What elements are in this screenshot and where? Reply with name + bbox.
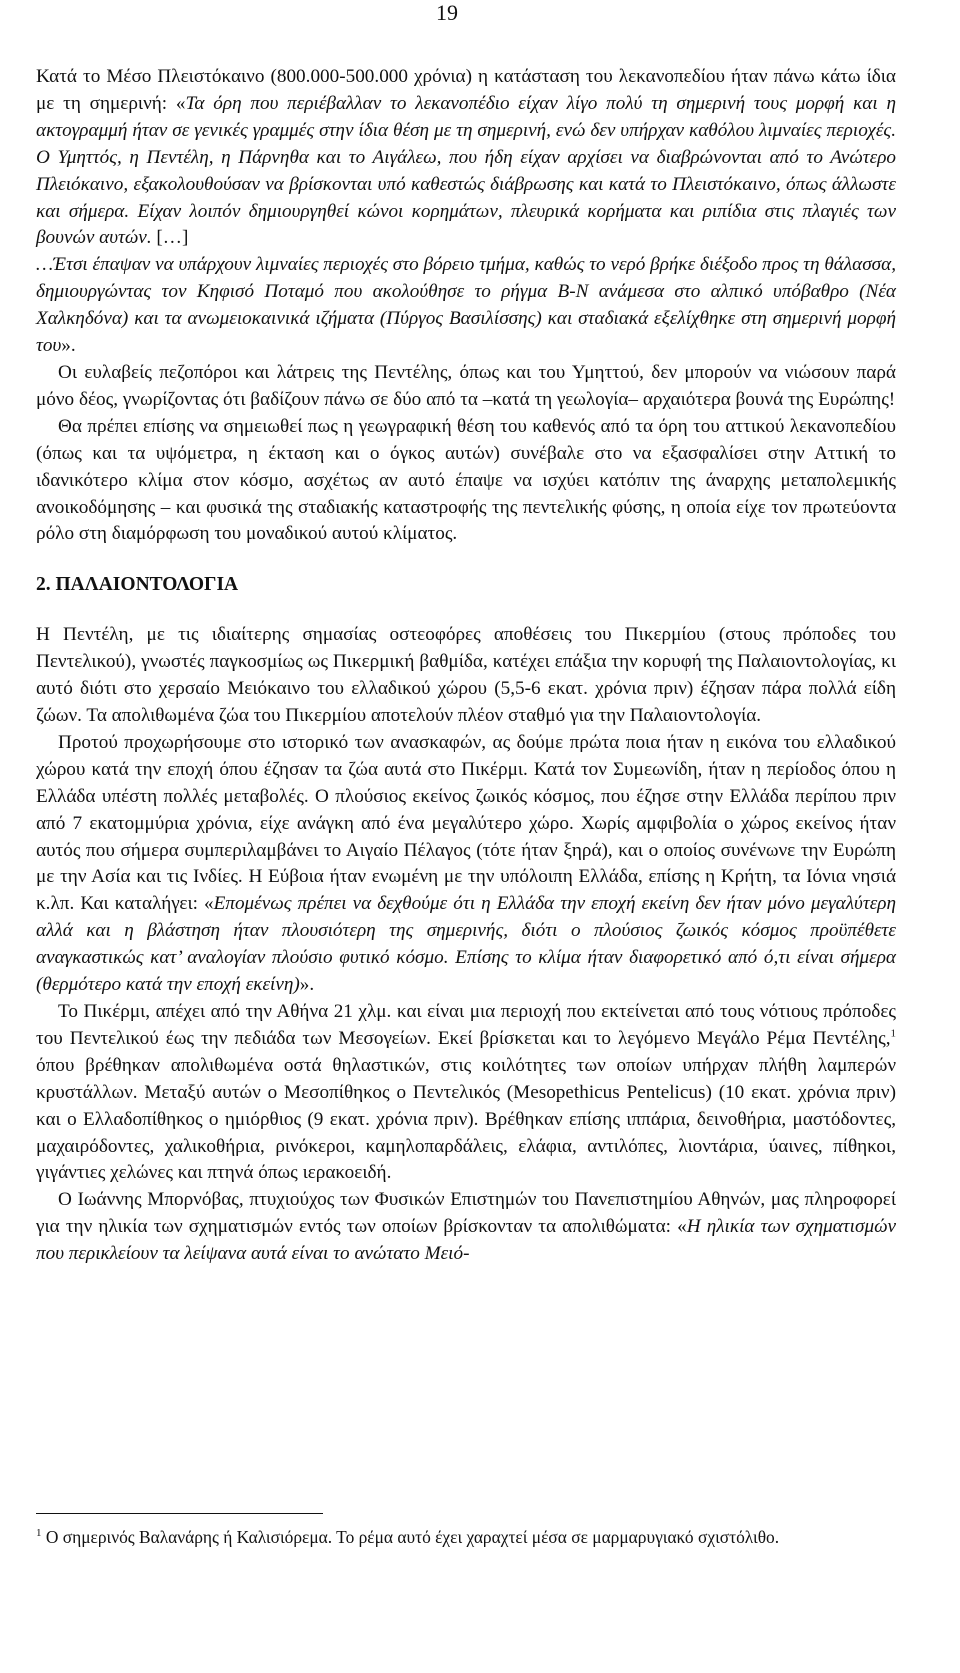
paragraph-pikermi-deposits: Η Πεντέλη, με τις ιδιαίτερης σημασίας οστεοφόρες αποθέσεις του Πικερμίου (στους πρόποδες του Πεντελικού), γνωστές παγκοσμίως ως Πικερμική βαθμίδα, κατέχει επάξια την κορυφή της Παλαιοντολογίας, κι αυτό διότι στο χερσαίο Μειόκαινο του ελλαδικού χώρου (5,5-6 εκατ. χρόνια πριν) έζησαν πάρα πολλά είδη ζώων. Τα απολιθωμένα ζώα του Πικερμίου αποτελούν πλέον σταθμό για την Παλαιοντολογία. — [36, 624, 896, 727]
paragraph-pikermi-location — [36, 999, 896, 1187]
paragraph-text: Το Πικέρμι, απέχει από την Αθήνα 21 χλμ. και είναι μια περιοχή που εκτείνεται από τους νότιους πρόποδες του Πεντελικού έως την πεδιάδα των Μεσογείων. Εκεί βρίσκεται και το λεγόμενο Μεγάλο Ρέμα Πεντέλης, — [36, 1001, 896, 1049]
footnote-text: Ο σημερινός Βαλανάρης ή Καλισιόρεμα. Το ρέμα αυτό έχει χαραχτεί μέσα σε μαρμαρυγιακό σχιστόλιθο. — [41, 1527, 780, 1547]
paragraph-text: ». — [61, 335, 76, 357]
section-heading: 2. ΠΑΛΑΙΟΝΤΟΛΟΓΙΑ — [36, 574, 239, 596]
paragraph-text: όπου βρέθηκαν απολιθωμένα οστά θηλαστικών, στις κοιλότητες των οποίων υπήρχαν πλήθη λαμπερών κρυστάλλων. Μεταξύ αυτών ο Μεσοπίθηκος ο Πεντελικός (Mesopethicus Pentelicus) (10 εκατ. χρόνια πριν) και ο Ελλαδοπίθηκος ο ημιόρθιος (9 εκατ. χρόνια πριν). Βρέθηκαν επίσης ιππάρια, δεινοθήρια, μαστόδοντες, μαχαιρόδοντες, χαλικοθήρια, ρινόκεροι, καμηλοπαρδάλεις, ελάφια, αντιλόπες, λιοντάρια, ύαινες, πίθηκοι, γιγάντιες χελώνες και πτηνά όπως ιερακοειδή. — [36, 1054, 896, 1184]
quote-text: …Έτσι έπαψαν να υπάρχουν λιμναίες περιοχές στο βόρειο τμήμα, καθώς το νερό βρήκε διέξοδο προς τη θάλασσα, δημιουργώντας τον Κηφισό Ποταμό που ακολούθησε το ρήγμα Β-Ν ανάμεσα στο αλπικό υπόβαθρο (Νέα Χαλκηδόνα) και τα ανωμειοκαινικά ιζήματα (Πύργος Βασιλίσσης) και σταδιακά εξελίχθηκε στη σημερινή μορφή του — [36, 254, 896, 357]
paragraph-climate: Θα πρέπει επίσης να σημειωθεί πως η γεωγραφική θέση του καθενός από τα όρη του αττικού λεκανοπεδίου (όπως και τα υψόμετρα, η έκταση και ο όγκος αυτών) συνέβαλε στο να εξασφαλίσει στην Αττική το ιδανικότερο κλίμα στον κόσμο, ασχέτως αν αυτό έπαψε να ισχύει κατόπιν της άναρχης μεταπολεμικής ανοικοδόμησης – και φυσικά της σταδιακής καταστροφής της πεντελικής φύσης, η οποία είχε τον πρωτεύοντα ρόλο στη διαμόρφωση του μοναδικού αυτού κλίματος. — [36, 415, 896, 545]
paragraph-middle-pleistocene — [36, 64, 896, 252]
paragraph-quote-continued — [36, 252, 896, 360]
footnote-divider — [36, 1513, 323, 1514]
quote-text: Επομένως πρέπει να δεχθούμε ότι η Ελλάδα την εποχή εκείνη δεν ήταν μόνο μεγαλύτερη αλλά και η βλάστηση ήταν πλουσιότερη της σημερινής, διότι ο πλούσιος ζωικός κόσμος προϋπέθετε αναγκαστικώς κατ’ αναλογίαν πλούσιο φυτικό κόσμο. Επίσης το κλίμα ήταν διαφορετικό από ό,τι είναι σήμερα (θερμότερο κατά την εποχή εκείνη) — [36, 893, 896, 996]
paragraph-bornovas — [36, 1187, 896, 1268]
footnote-reference[interactable]: 1 — [890, 1027, 896, 1040]
footnote — [36, 1525, 896, 1550]
page-number: 19 — [436, 0, 458, 25]
footnote-number: 1 — [36, 1527, 42, 1540]
paragraph-text: Ο Ιωάννης Μπορνόβας, πτυχιούχος των Φυσικών Επιστημών του Πανεπιστημίου Αθηνών, μας πληροφορεί για την ηλικία των σχηματισμών εντός των οποίων βρίσκονταν τα απολιθώματα: « — [36, 1189, 896, 1238]
quote-text: Η ηλικία των σχηματισμών που περικλείουν τα λείψανα αυτά είναι το ανώτατο Μειό- — [36, 1216, 896, 1265]
paragraph-text: Κατά το Μέσο Πλειστόκαινο (800.000-500.000 χρόνια) η κατάσταση του λεκανοπεδίου ήταν πάνω κάτω ίδια με τη σημερινή: « — [36, 66, 896, 114]
paragraph-text: Προτού προχωρήσουμε στο ιστορικό των ανασκαφών, ας δούμε πρώτα ποια ήταν η εικόνα του ελλαδικού χώρου κατά την εποχή όπου έζησαν τα ζώα αυτά στο Πικέρμι. Κατά τον Συμεωνίδη, ήταν η περίοδος όπου η Ελλάδα υπέστη πολλές μεταβολές. Ο πλούσιος εκείνος ζωικός κόσμος, που έζησε στην Ελλάδα περίπου πριν από 7 εκατομμύρια χρόνια, είχε ανάγκη από ένα μεγαλύτερο χώρο. Χωρίς αμφιβολία ο χώρος εκείνος ήταν αυτός που σήμερα συμπεριλαμβάνει το Αιγαίο Πέλαγος (τότε ήταν ξηρά), και ο οποίος συνένωνε την Ευρώπη με την Ασία και τις Ινδίες. Η Εύβοια ήταν ενωμένη με την υπόλοιπη Ελλάδα, επίσης η Κρήτη, τα Ιόνια νησιά κ.λπ. Και καταλήγει: « — [36, 731, 896, 915]
main-text — [36, 64, 896, 1268]
paragraph-greek-landscape — [36, 730, 896, 999]
paragraph-text: […] — [151, 227, 189, 249]
quote-text: Τα όρη που περιέβαλλαν το λεκανοπέδιο είχαν λίγο πολύ τη σημερινή τους μορφή και η ακτογραμμή ήταν σε γενικές γραμμές στην ίδια θέση με τη σημερινή, ενώ δεν υπήρχαν καθόλου λιμναίες περιοχές. Ο Υμηττός, η Πεντέλη, η Πάρνηθα και το Αιγάλεω, που ήδη είχαν αρχίσει να διαβρώνονται από το Ανώτερο Πλειόκαινο, εξακολουθούσαν να βρίσκονται υπό καθεστώς διάβρωσης και κατά το Πλειστόκαινο, όπως άλλωστε και σήμερα. Είχαν λοιπόν δημιουργηθεί κώνοι κορημάτων, πλευρικά κορήματα και ριπίδια στις πλαγιές των βουνών αυτών. — [36, 92, 896, 249]
paragraph-hikers: Οι ευλαβείς πεζοπόροι και λάτρεις της Πεντέλης, όπως και του Υμηττού, δεν μπορούν να νιώσουν παρά μόνο δέος, γνωρίζοντας ότι βαδίζουν πάνω σε δύο από τα –κατά τη γεωλογία– αρχαιότερα βουνά της Ευρώπης! — [36, 361, 896, 410]
paragraph-text: ». — [299, 974, 315, 996]
